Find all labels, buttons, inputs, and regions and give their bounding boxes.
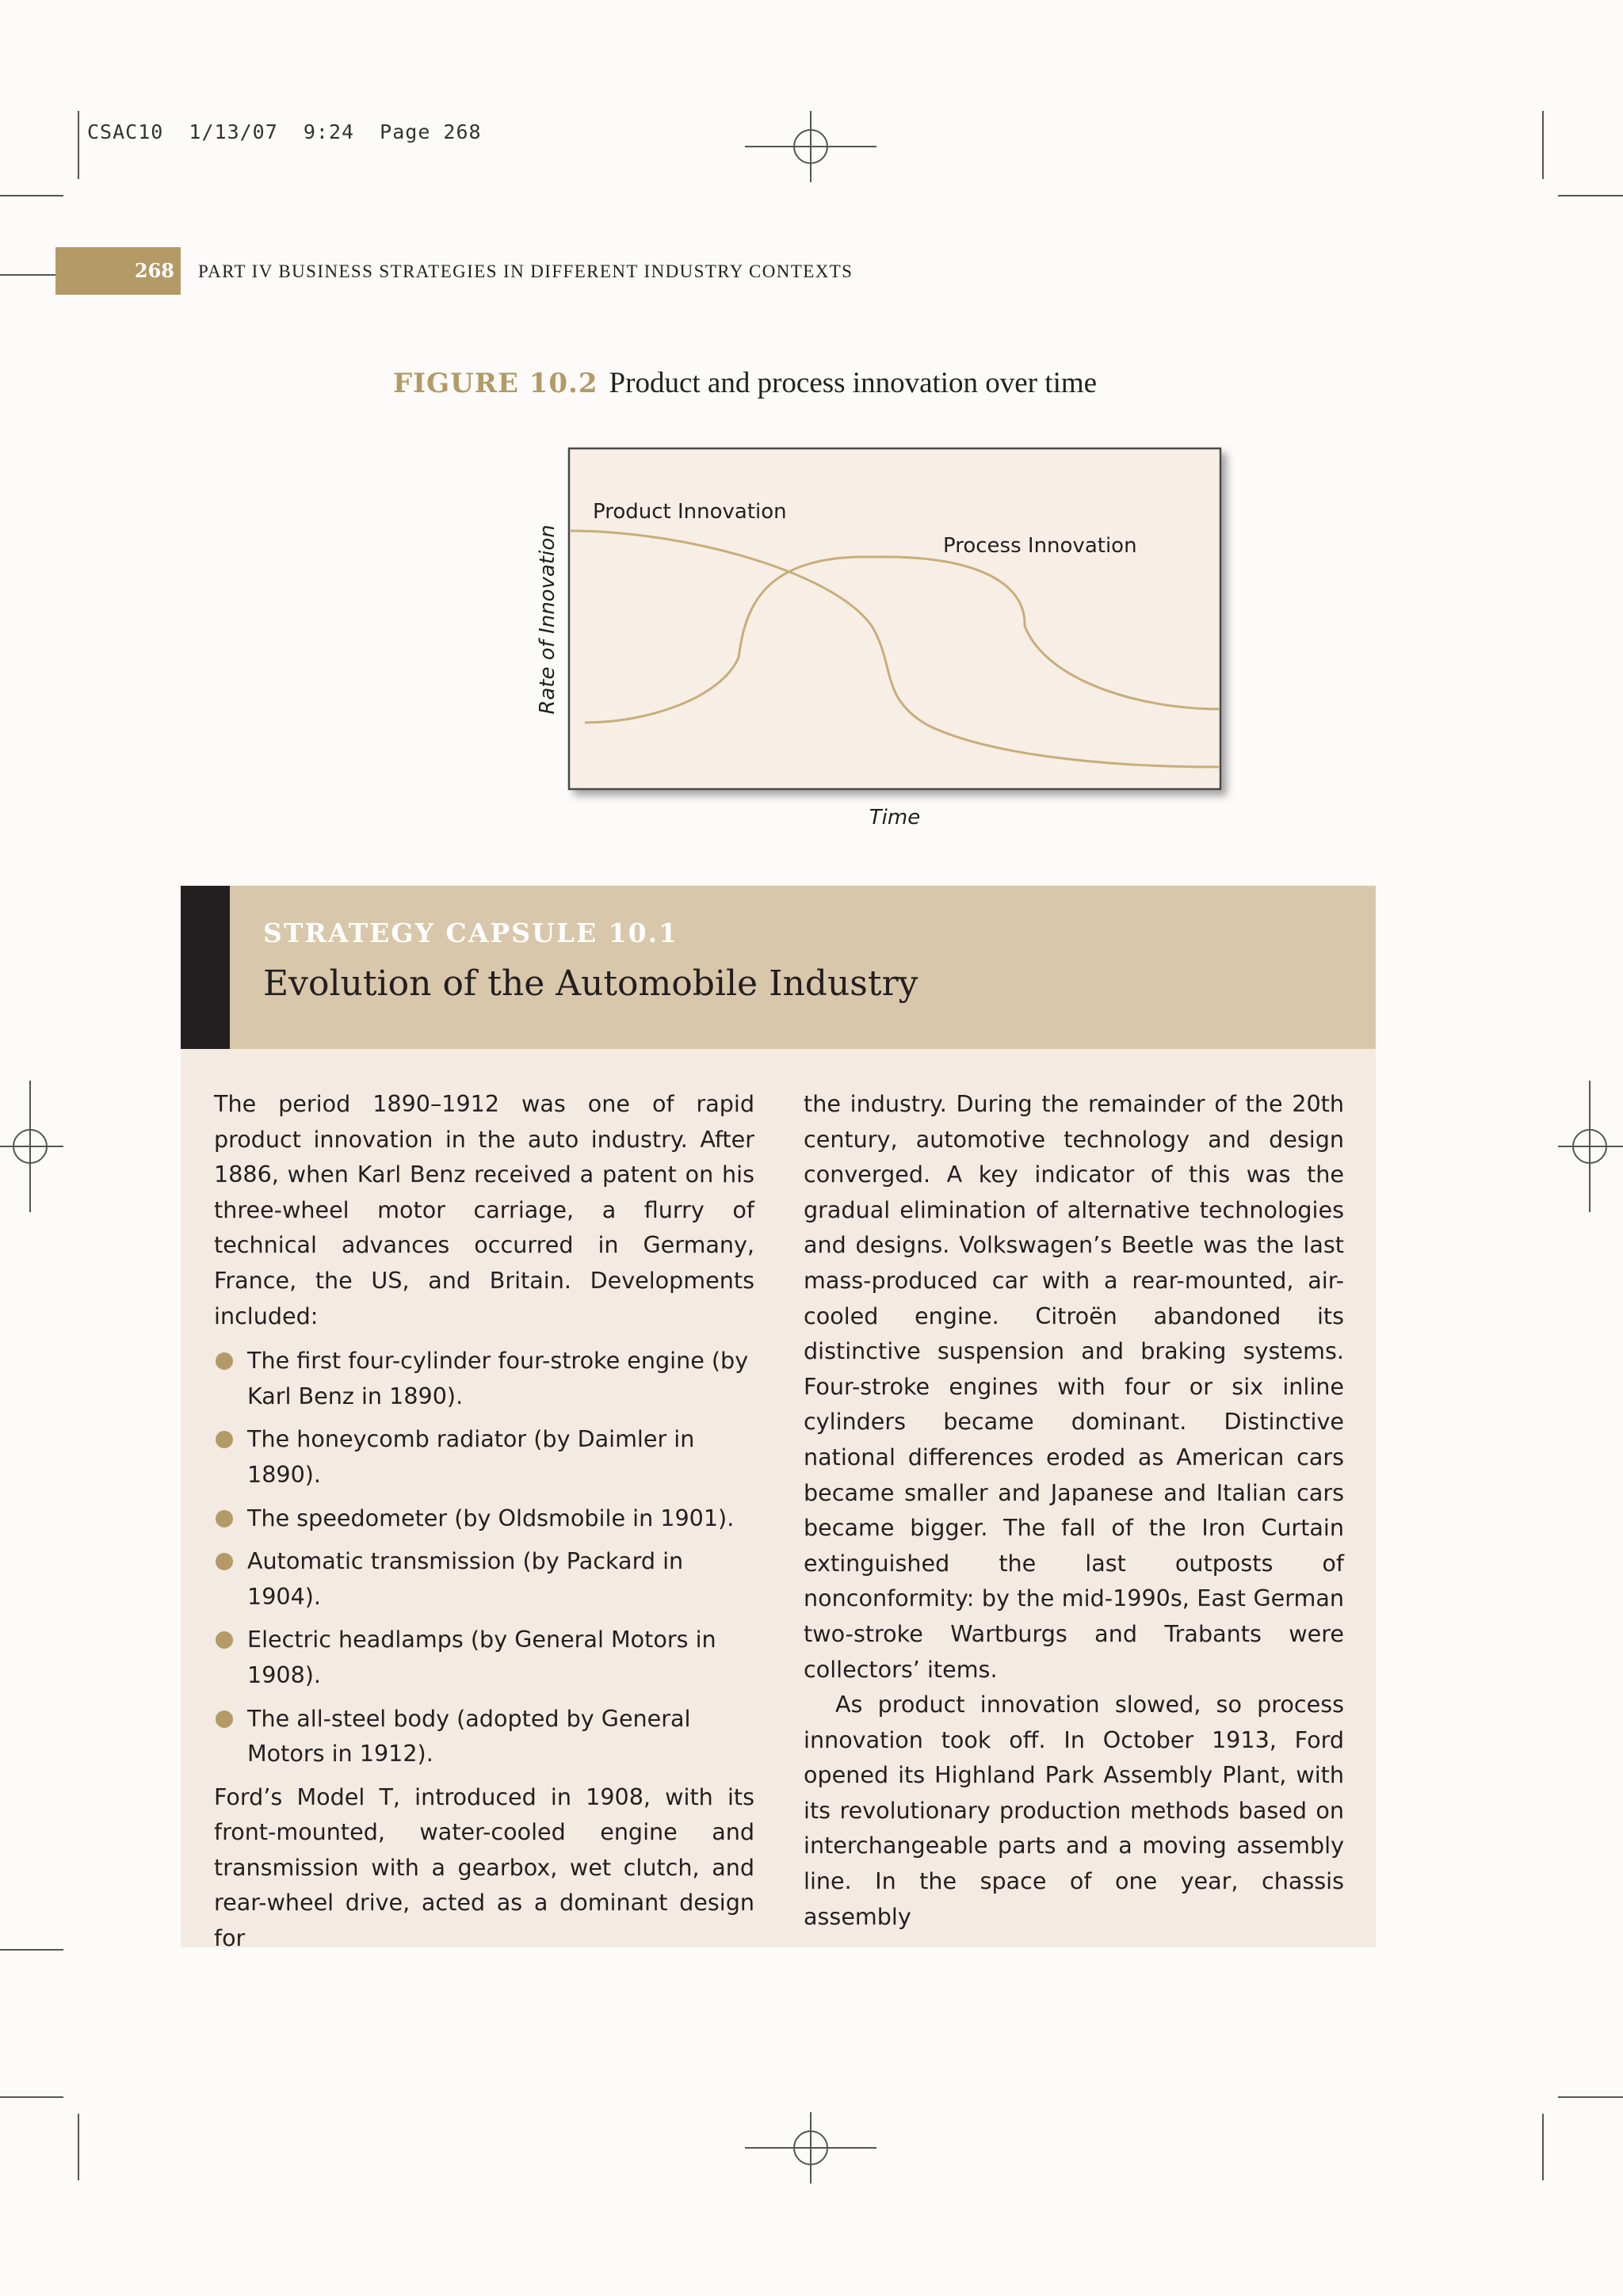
bullet-icon (216, 1553, 233, 1570)
paragraph-intro: The period 1890–1912 was one of rapid product innovation in the auto industry. After 1886, when Karl Benz received a patent on his three-wheel motor carriage, a flurry of technical advances occurred in Germany, France, the US, and Britain. Developments included: (214, 1090, 754, 1329)
paragraph-process-innovation: As product innovation slowed, so process innovation took off. In October 1913, Ford opened its Highland Park Assembly Plant, with its revolutionary production methods based on interchangeable parts and a moving assembly line. In the space of one year, chassis assembly (804, 1691, 1344, 1930)
paragraph-convergence: the industry. During the remainder of the 20th century, automotive technology and design converged. A key indicator of this was the gradual elimination of alternative technologies and designs. Volkswagen’s Beetle was the last mass-produced car with a rear-mounted, air-cooled engine. Citroën abandoned its distinctive suspension and braking systems. Four-stroke engines with four or six inline cylinders became dominant. Distinctive national differences eroded as American cars became smaller and Japanese and Italian cars became bigger. The fall of the Iron Curtain extinguished the last outposts of nonconformity: by the mid-1990s, East German two-stroke Wartburgs and Trabants were collectors’ items. (804, 1090, 1344, 1683)
crop-mark (1542, 2114, 1544, 2180)
product-innovation-label: Product Innovation (593, 500, 787, 524)
developments-list (214, 1343, 754, 1772)
list-item-text: The all-steel body (adopted by General Motors in 1912). (247, 1704, 691, 1768)
bullet-icon (216, 1352, 233, 1370)
capsule-column-right (804, 1086, 1344, 1934)
running-head: PART IV BUSINESS STRATEGIES IN DIFFERENT INDUSTRY CONTEXTS (198, 261, 854, 281)
crop-mark (0, 2096, 63, 2098)
figure-title: Product and process innovation over time (609, 367, 1098, 399)
registration-mark-bottom (745, 2112, 876, 2183)
list-item (214, 1501, 754, 1536)
list-item (214, 1622, 754, 1692)
process-innovation-label: Process Innovation (943, 534, 1137, 558)
list-item (214, 1701, 754, 1772)
crop-mark (78, 2114, 79, 2180)
bullet-icon (216, 1431, 233, 1448)
list-item (214, 1343, 754, 1413)
crop-mark (1558, 2096, 1623, 2098)
capsule-accent-bar (181, 886, 230, 1049)
bullet-icon (216, 1631, 233, 1649)
capsule-column-left (214, 1086, 754, 1956)
list-item-text: Automatic transmission (by Packard in 1904). (247, 1547, 684, 1610)
bullet-icon (216, 1510, 233, 1527)
list-item-text: Electric headlamps (by General Motors in 1908). (247, 1626, 716, 1688)
y-axis-label: Rate of Innovation (536, 524, 559, 715)
registration-mark-left (0, 1081, 63, 1212)
x-axis-label: Time (869, 806, 921, 830)
list-item-text: The honeycomb radiator (by Daimler in 1890). (247, 1425, 695, 1488)
registration-mark-right (1558, 1081, 1623, 1212)
crop-mark (0, 1949, 63, 1951)
innovation-diagram (0, 0, 1623, 856)
printer-slug: CSAC10 1/13/07 9:24 Page 268 (87, 120, 482, 143)
capsule-title: Evolution of the Automobile Industry (263, 963, 918, 1004)
list-item-text: The speedometer (by Oldsmobile in 1901). (247, 1504, 735, 1531)
list-item (214, 1421, 754, 1492)
bullet-icon (216, 1711, 233, 1728)
list-item-text: The first four-cylinder four-stroke engine (by Karl Benz in 1890). (247, 1347, 749, 1409)
paragraph-model-t: Ford’s Model T, introduced in 1908, with its front-mounted, water-cooled engine and transmission with a gearbox, wet clutch, and rear-wheel drive, acted as a dominant design for (214, 1783, 754, 1952)
page-number: 268 (134, 259, 174, 282)
list-item (214, 1543, 754, 1614)
capsule-kicker: STRATEGY CAPSULE 10.1 (263, 917, 679, 948)
figure-label: FIGURE 10.2 (393, 368, 598, 399)
